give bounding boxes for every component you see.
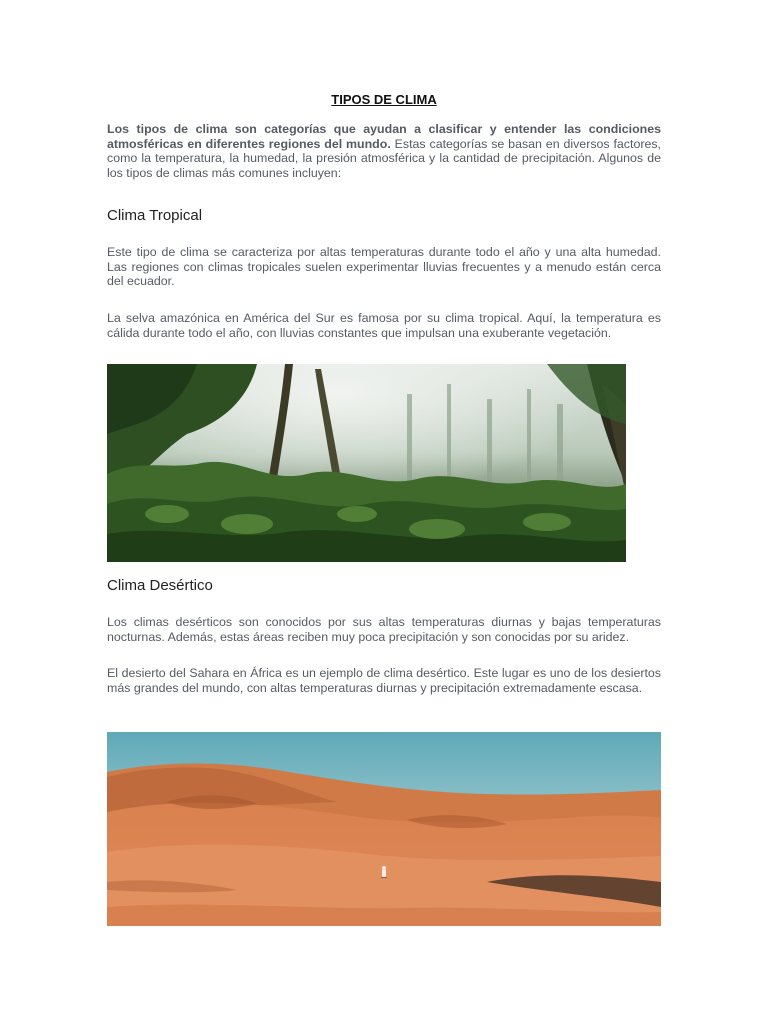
intro-bold-text: Los tipos de clima son categorías que ayudan a clasificar y entender las condiciones atmosféricas en diferentes regiones del mundo. <box>107 122 661 151</box>
desert-paragraph-2: El desierto del Sahara en África es un ejemplo de clima desértico. Este lugar es uno de los desiertos más grandes del mundo, con altas temperaturas diurnas y precipitación extremadamente escasa. <box>107 666 661 695</box>
heading-clima-tropical: Clima Tropical <box>107 207 203 224</box>
heading-clima-desertico: Clima Desértico <box>107 577 213 594</box>
tropical-paragraph-2: La selva amazónica en América del Sur es famosa por su clima tropical. Aquí, la temperatura es cálida durante todo el año, con lluvias constantes que impulsan una exuberante vegetación. <box>107 311 661 340</box>
page-title: TIPOS DE CLIMA <box>331 92 437 107</box>
intro-paragraph <box>107 122 661 180</box>
desert-photo <box>107 732 661 926</box>
intro-regular-text: Estas categorías se basan en diversos factores, como la temperatura, la humedad, la presión atmosférica y la cantidad de precipitación. Algunos de los tipos de climas más comunes incluyen: <box>107 136 661 180</box>
desert-paragraph-1: Los climas desérticos son conocidos por sus altas temperaturas diurnas y bajas temperaturas nocturnas. Además, estas áreas reciben muy poca precipitación y son conocidas por su aridez. <box>107 615 661 644</box>
rainforest-photo <box>107 364 626 562</box>
tropical-paragraph-1: Este tipo de clima se caracteriza por altas temperaturas durante todo el año y una alta humedad. Las regiones con climas tropicales suelen experimentar lluvias frecuentes y a menudo están cerca del ecuador. <box>107 245 661 289</box>
